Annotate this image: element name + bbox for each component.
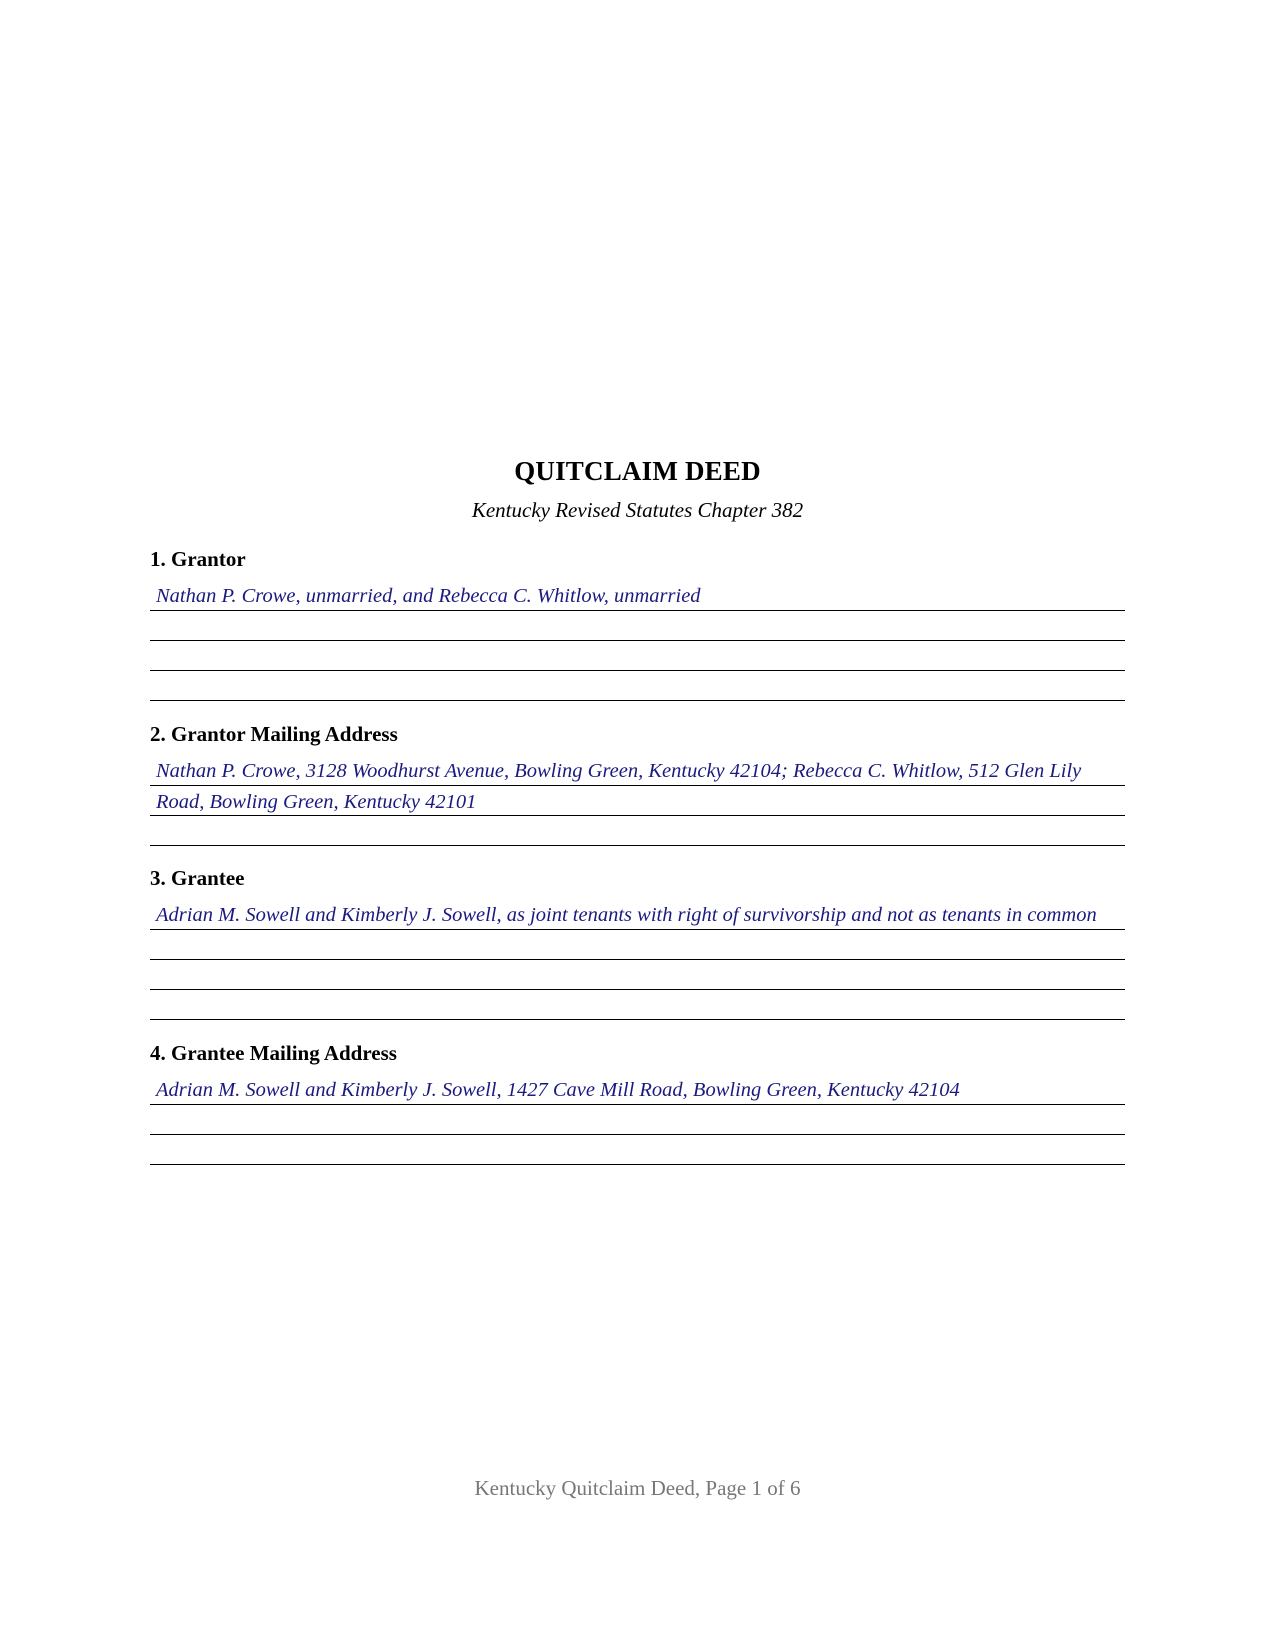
- page-title: QUITCLAIM DEED: [514, 456, 761, 486]
- fill-line: [150, 816, 1125, 846]
- section-heading-grantor: 1. Grantor: [150, 547, 246, 571]
- section-heading-grantee-mailing-address: 4. Grantee Mailing Address: [150, 1041, 397, 1065]
- fill-line: [150, 1135, 1125, 1165]
- fill-line: [150, 990, 1125, 1020]
- fill-line: [150, 671, 1125, 701]
- grantor-field[interactable]: [150, 581, 1125, 701]
- section-grantor: [150, 546, 1125, 701]
- fill-line: [150, 641, 1125, 671]
- fill-line: [150, 1105, 1125, 1135]
- grantor-mailing-address-value: Nathan P. Crowe, 3128 Woodhurst Avenue, Bowling Green, Kentucky 42104; Rebecca C. Whitlow, 512 Glen Lily Road, Bowling Green, Kentucky 42101: [156, 760, 1082, 813]
- grantor-mailing-address-field[interactable]: [150, 756, 1125, 846]
- fill-line: [150, 930, 1125, 960]
- page-footer: Kentucky Quitclaim Deed, Page 1 of 6: [474, 1476, 801, 1500]
- section-grantor-mailing-address: [150, 721, 1125, 846]
- fill-line: [150, 960, 1125, 990]
- grantor-value: Nathan P. Crowe, unmarried, and Rebecca C. Whitlow, unmarried: [156, 585, 701, 607]
- fill-line: [150, 611, 1125, 641]
- grantee-mailing-address-field[interactable]: [150, 1075, 1125, 1165]
- section-grantee: [150, 865, 1125, 1020]
- section-heading-grantor-mailing-address: 2. Grantor Mailing Address: [150, 722, 398, 746]
- grantee-value: Adrian M. Sowell and Kimberly J. Sowell, as joint tenants with right of survivorship and not as tenants in common: [156, 904, 1097, 926]
- grantee-mailing-address-value: Adrian M. Sowell and Kimberly J. Sowell, 1427 Cave Mill Road, Bowling Green, Kentucky 42104: [156, 1079, 960, 1101]
- section-grantee-mailing-address: [150, 1040, 1125, 1165]
- page-subtitle: Kentucky Revised Statutes Chapter 382: [471, 498, 804, 522]
- grantee-field[interactable]: [150, 900, 1125, 1020]
- section-heading-grantee: 3. Grantee: [150, 866, 245, 890]
